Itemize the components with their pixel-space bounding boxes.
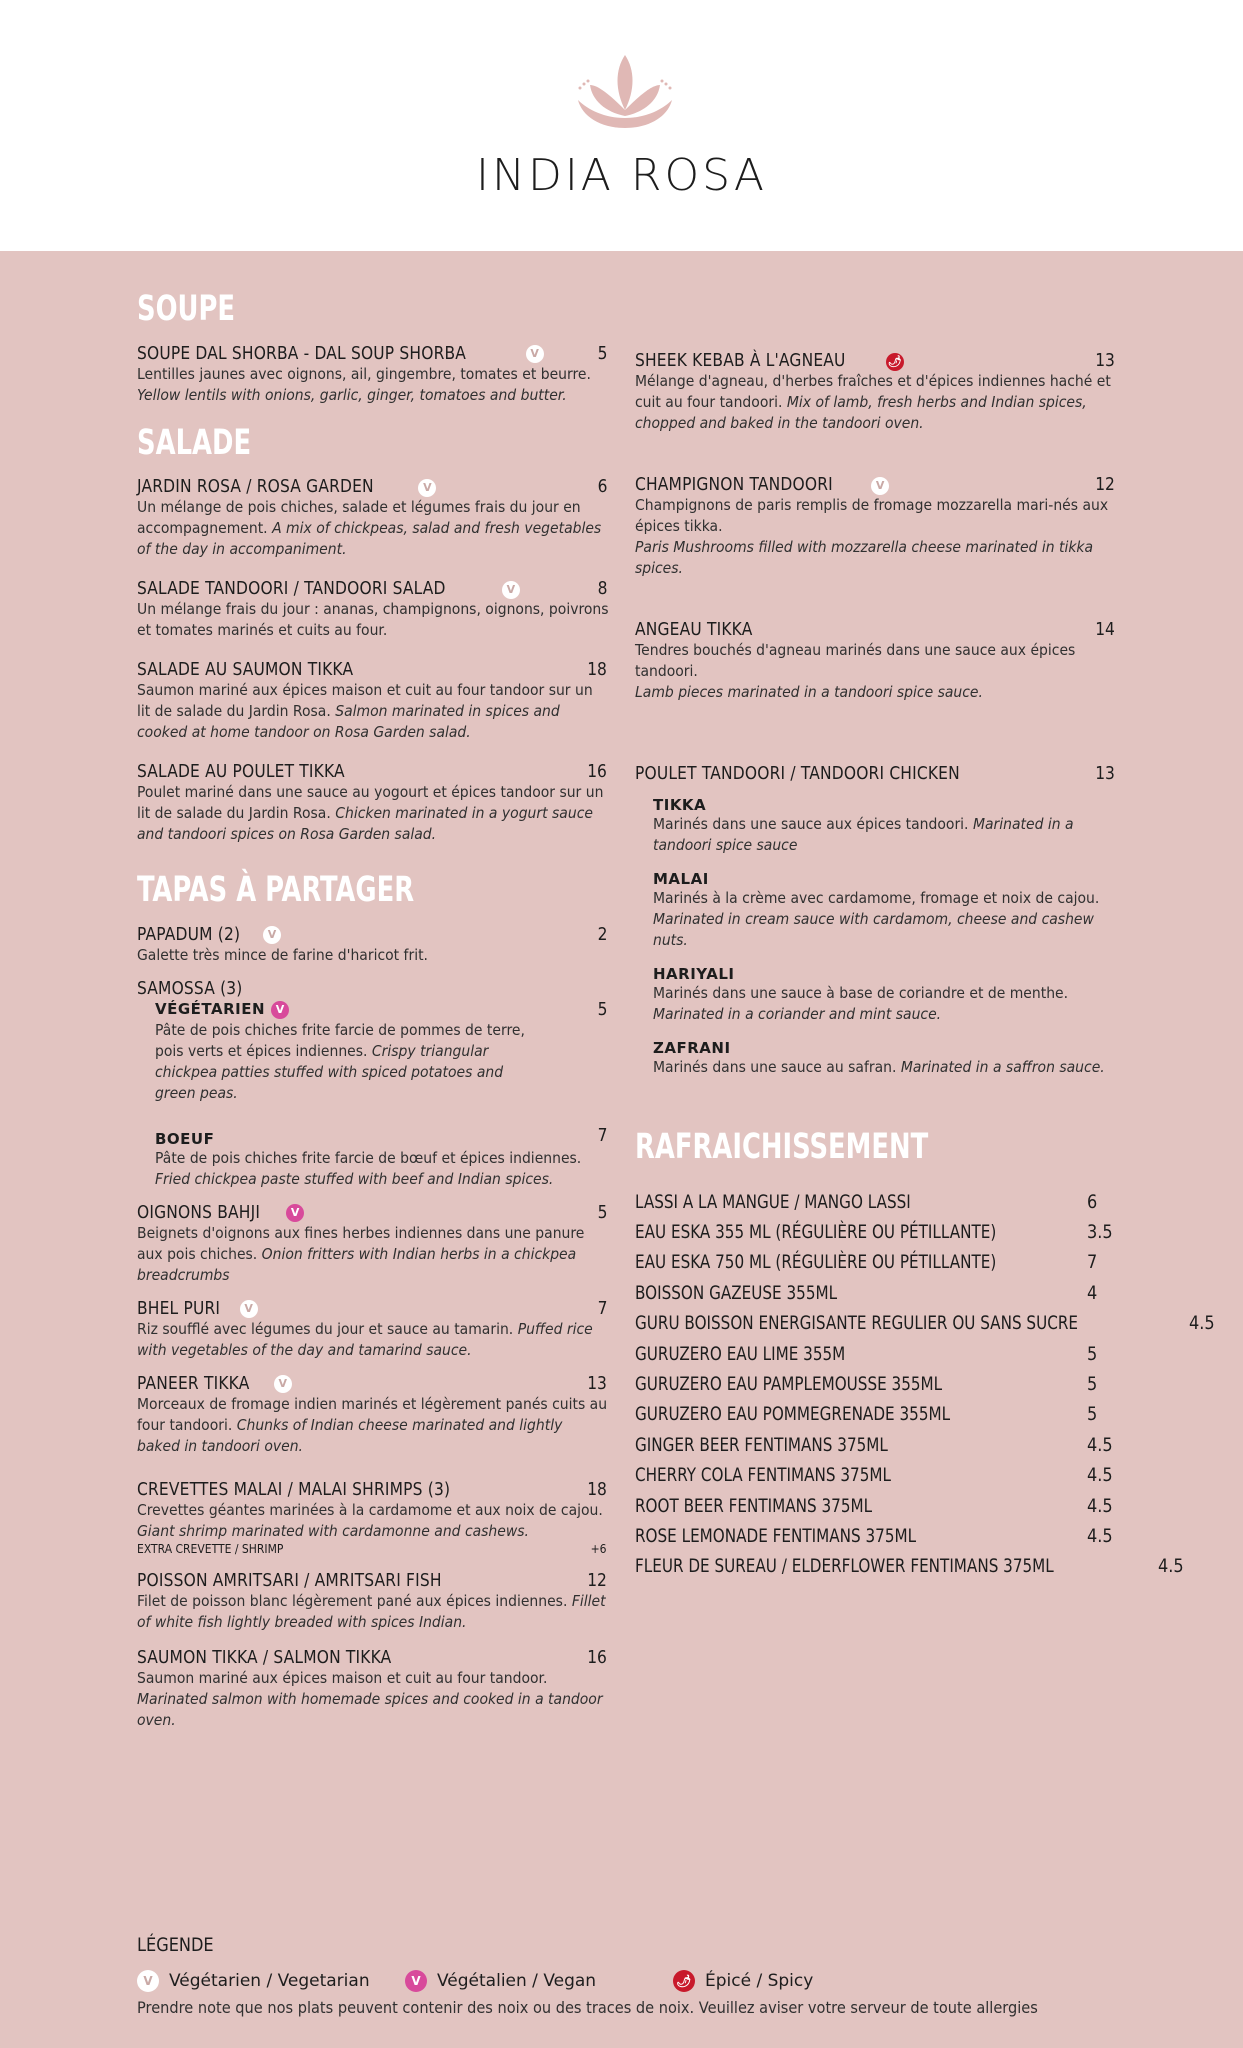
drink-price: 7	[1087, 1251, 1098, 1274]
drink-price: 4.5	[1087, 1464, 1113, 1487]
vegetarian-icon: V	[502, 581, 520, 599]
drink-name: ROOT BEER FENTIMANS 375ML	[635, 1494, 873, 1517]
item-description: Crevettes géantes marinées à la cardamome et aux noix de cajou. Giant shrimp marinated with cardamonne and cashews.	[137, 1500, 603, 1540]
item-name: BHEL PURI	[137, 1297, 221, 1319]
item-price: 18	[587, 1478, 607, 1500]
vegan-icon: V	[271, 1001, 289, 1019]
samossa-beef	[155, 1124, 607, 1190]
drink-name: GURUZERO EAU PAMPLEMOUSSE 355ML	[635, 1372, 943, 1395]
drink-price: 4.5	[1087, 1494, 1113, 1517]
poulet-malai	[653, 870, 1115, 951]
vegetarian-icon: V	[526, 345, 544, 363]
drink-row	[635, 1430, 1115, 1460]
section-title-soupe: SOUPE	[137, 289, 236, 329]
item-name: JARDIN ROSA / ROSA GARDEN	[137, 476, 374, 497]
drink-price: 4.5	[1087, 1524, 1113, 1547]
item-name: SAUMON TIKKA / SALMON TIKKA	[137, 1646, 392, 1668]
item-description: Saumon mariné aux épices maison et cuit au four tandoor. Marinated salmon with homemade spices and cooked in a tandoor oven.	[137, 1668, 603, 1729]
item-description: Tendres bouchés d'agneau marinés dans une sauce aux épices tandoori. Lamb pieces marinated in a tandoori spice sauce.	[635, 641, 1076, 701]
brand-name: INDIA ROSA	[476, 150, 767, 201]
item-price: 12	[587, 1569, 607, 1591]
vegan-icon: V	[286, 1204, 304, 1222]
item-description: Beignets d'oignons aux fines herbes indiennes dans une panure aux pois chiches. Onion fritters with Indian herbs in a chickpea breadcrumbs	[137, 1223, 585, 1284]
item-name: POULET TANDOORI / TANDOORI CHICKEN	[635, 763, 960, 784]
menu-item-crevettes	[137, 1479, 607, 1556]
poulet-tikka	[653, 796, 1115, 856]
legend-vegetarian	[137, 1970, 405, 1992]
chili-pepper-icon: 🌶	[673, 1970, 695, 1992]
item-price: 13	[1095, 763, 1115, 784]
menu-item-salade-tandoori	[137, 578, 607, 641]
item-name: SAMOSSA (3)	[137, 977, 243, 999]
menu-item-saumon-tikka	[137, 1647, 607, 1731]
item-name: CHAMPIGNON TANDOORI	[635, 474, 833, 495]
menu-item-bahji	[137, 1202, 607, 1286]
item-price: 14	[1095, 619, 1115, 640]
left-column	[137, 290, 607, 1749]
menu-item-bhel-puri	[137, 1298, 607, 1361]
drink-name: GURU BOISSON ENERGISANTE REGULIER OU SANS SUCRE	[635, 1312, 1078, 1335]
poulet-hariyali	[653, 965, 1115, 1025]
vegetarian-icon: V	[418, 479, 436, 497]
menu-item-champignon	[635, 474, 1115, 579]
legend-title: LÉGENDE	[137, 1934, 214, 1956]
item-price: 16	[587, 1646, 607, 1668]
drink-row	[635, 1491, 1115, 1521]
drink-name: GURUZERO EAU LIME 355M	[635, 1342, 846, 1365]
drink-name: GINGER BEER FENTIMANS 375ML	[635, 1433, 888, 1456]
item-price: 8	[597, 578, 607, 599]
item-price: 5	[597, 342, 607, 364]
menu-item-poulet-tandoori	[635, 763, 1115, 1078]
item-description: Un mélange de pois chiches, salade et légumes frais du jour en accompagnement. A mix of chickpeas, salad and fresh vegetables of the day in accompaniment.	[137, 498, 602, 558]
drink-price: 4	[1087, 1281, 1098, 1304]
item-description: Saumon mariné aux épices maison et cuit au four tandoor sur un lit de salade du Jardin Rosa. Salmon marinated in spices and cooked at home tandoor on Rosa Garden salad.	[137, 681, 593, 741]
sub-label: MALAI	[653, 870, 709, 888]
item-description: Marinés dans une sauce aux épices tandoori. Marinated in a tandoori spice sauce	[653, 815, 1074, 854]
item-price: 5	[597, 998, 607, 1020]
item-description: Mélange d'agneau, d'herbes fraîches et d'épices indiennes haché et cuit au four tandoori. Mix of lamb, fresh herbs and Indian spices, chopped and baked in the tandoori oven.	[635, 372, 1111, 432]
item-description: Marinés à la crème avec cardamome, fromage et noix de cajou. Marinated in cream sauce with cardamom, cheese and cashew nuts.	[653, 889, 1100, 949]
item-price: 7	[597, 1125, 607, 1146]
drink-row	[635, 1369, 1115, 1399]
vegetarian-icon: V	[274, 1375, 292, 1393]
item-description: Filet de poisson blanc légèrement pané aux épices indiennes. Fillet of white fish lightly breaded with spices Indian.	[137, 1591, 606, 1631]
drink-row	[635, 1521, 1115, 1551]
menu-item-sheek-kebab	[635, 350, 1115, 434]
item-name: SALADE AU SAUMON TIKKA	[137, 659, 354, 680]
menu-item-salade-saumon	[137, 659, 607, 743]
drink-row	[635, 1339, 1115, 1369]
drink-row	[635, 1399, 1115, 1429]
drink-row	[635, 1217, 1115, 1247]
item-description: Morceaux de fromage indien marinés et légèrement panés cuits au four tandoori. Chunks of Indian cheese marinated and lightly baked in tandoori oven.	[137, 1394, 608, 1455]
drink-row	[635, 1551, 1185, 1581]
item-price: 16	[587, 761, 607, 782]
drink-row	[635, 1187, 1115, 1217]
menu-item-paneer	[137, 1373, 607, 1457]
item-price: 7	[597, 1297, 607, 1319]
legend-spicy	[673, 1970, 813, 1992]
item-description: Poulet mariné dans une sauce au yogourt et épices tandoor sur un lit de salade du Jardin Rosa. Chicken marinated in a yogurt sauce and tandoori spices on Rosa Garden salad.	[137, 783, 604, 843]
drink-name: ROSE LEMONADE FENTIMANS 375ML	[635, 1524, 917, 1547]
menu-item-jardin-rosa	[137, 476, 607, 560]
drink-price: 5	[1087, 1372, 1098, 1395]
item-name: SALADE TANDOORI / TANDOORI SALAD	[137, 578, 446, 599]
item-price: 2	[597, 923, 607, 945]
section-title-rafraichissement: RAFRAICHISSEMENT	[635, 1127, 929, 1167]
item-description: Pâte de pois chiches frite farcie de pommes de terre, pois verts et épices indiennes. Crispy triangular chickpea patties stuffed with spiced potatoes and green peas.	[155, 1020, 525, 1102]
vegan-icon: V	[405, 1970, 427, 1992]
legend-label: Épicé / Spicy	[705, 1971, 814, 1991]
menu-item-papadum	[137, 924, 607, 966]
item-description: Lentilles jaunes avec oignons, ail, gingembre, tomates et beurre. Yellow lentils with onions, garlic, ginger, tomatoes and butter.	[137, 364, 591, 404]
samossa-vegetarian	[155, 999, 607, 1104]
item-description: Galette très mince de farine d'haricot frit.	[137, 945, 428, 964]
item-price: 5	[597, 1201, 607, 1223]
menu-item-angeau-tikka	[635, 619, 1115, 703]
drink-name: BOISSON GAZEUSE 355ML	[635, 1281, 838, 1304]
vegetarian-icon: V	[871, 477, 889, 495]
right-column	[635, 350, 1215, 1582]
drink-name: EAU ESKA 355 ML (RÉGULIÈRE OU PÉTILLANTE)	[635, 1220, 997, 1243]
drink-price: 3.5	[1087, 1220, 1113, 1243]
item-name: ANGEAU TIKKA	[635, 619, 753, 640]
item-price: 13	[1095, 350, 1115, 371]
extra-line: EXTRA CREVETTE / SHRIMP +6	[137, 1541, 607, 1556]
drink-name: GURUZERO EAU POMMEGRENADE 355ML	[635, 1403, 951, 1426]
item-description: Un mélange frais du jour : ananas, champignons, oignons, poivrons et tomates marinés et cuits au four.	[137, 600, 609, 639]
drink-row	[635, 1278, 1115, 1308]
item-description: Pâte de pois chiches frite farcie de bœuf et épices indiennes. Fried chickpea paste stuffed with beef and Indian spices.	[155, 1148, 582, 1188]
item-name: PAPADUM (2)	[137, 923, 241, 945]
sub-label: ZAFRANI	[653, 1039, 731, 1057]
sub-label: HARIYALI	[653, 965, 735, 983]
drink-row	[635, 1308, 1215, 1338]
item-name: PANEER TIKKA	[137, 1372, 250, 1394]
menu-item-samossa	[137, 978, 607, 1190]
section-title-tapas: TAPAS À PARTAGER	[137, 870, 415, 910]
section-title-salade: SALADE	[137, 422, 252, 463]
drink-price: 5	[1087, 1342, 1098, 1365]
menu-item-salade-poulet	[137, 761, 607, 845]
item-name: OIGNONS BAHJI	[137, 1201, 261, 1223]
poulet-zafrani	[653, 1039, 1115, 1078]
menu-item-dal-shorba	[137, 343, 607, 406]
drinks-list	[635, 1187, 1215, 1582]
legend-label: Végétarien / Vegetarian	[169, 1971, 370, 1991]
item-price: 6	[597, 476, 607, 497]
item-name: SOUPE DAL SHORBA - DAL SOUP SHORBA	[137, 342, 467, 364]
item-name: POISSON AMRITSARI / AMRITSARI FISH	[137, 1569, 442, 1591]
item-description: Champignons de paris remplis de fromage mozzarella mari-nés aux épices tikka. Paris Mushrooms filled with mozzarella cheese marinated in tikka spices.	[635, 496, 1109, 577]
lotus-logo-icon	[570, 50, 680, 140]
drink-price: 5	[1087, 1403, 1098, 1426]
header	[0, 0, 1243, 251]
item-name: CREVETTES MALAI / MALAI SHRIMPS (3)	[137, 1478, 451, 1500]
drink-price: 6	[1087, 1190, 1098, 1213]
item-description: Riz soufflé avec légumes du jour et sauce au tamarin. Puffed rice with vegetables of the day and tamarind sauce.	[137, 1319, 593, 1359]
vegetarian-icon: V	[240, 1300, 258, 1318]
item-price: 12	[1095, 474, 1115, 495]
legend-label: Végétalien / Vegan	[437, 1971, 597, 1991]
chili-pepper-icon: 🌶	[886, 353, 904, 371]
item-price: 13	[587, 1372, 607, 1394]
drink-price: 4.5	[1158, 1555, 1185, 1578]
sub-label: VÉGÉTARIEN	[155, 1000, 266, 1019]
drink-name: EAU ESKA 750 ML (RÉGULIÈRE OU PÉTILLANTE)	[635, 1251, 997, 1274]
item-description: Marinés dans une sauce au safran. Marinated in a saffron sauce.	[653, 1058, 1105, 1076]
drink-price: 4.5	[1188, 1312, 1215, 1335]
allergy-note: Prendre note que nos plats peuvent contenir des noix ou des traces de noix. Veuillez aviser votre serveur de toute allergies	[137, 1998, 1038, 2017]
item-price: 18	[587, 659, 607, 680]
vegetarian-icon: V	[263, 926, 281, 944]
drink-row	[635, 1460, 1115, 1490]
sub-label: TIKKA	[653, 796, 707, 814]
drink-price: 4.5	[1087, 1433, 1113, 1456]
drink-row	[635, 1247, 1115, 1277]
legend-vegan	[405, 1970, 673, 1992]
item-name: SHEEK KEBAB À L'AGNEAU	[635, 350, 846, 371]
drink-name: CHERRY COLA FENTIMANS 375ML	[635, 1464, 891, 1487]
sub-label: BOEUF	[155, 1129, 215, 1148]
legend	[137, 1934, 1137, 2017]
drink-name: LASSI A LA MANGUE / MANGO LASSI	[635, 1190, 911, 1213]
item-description: Marinés dans une sauce à base de coriandre et de menthe. Marinated in a coriander and mint sauce.	[653, 984, 1069, 1023]
drink-name: FLEUR DE SUREAU / ELDERFLOWER FENTIMANS 375ML	[635, 1555, 1054, 1578]
menu-item-poisson	[137, 1570, 607, 1633]
vegetarian-icon: V	[137, 1970, 159, 1992]
legend-row	[137, 1970, 1137, 1992]
item-name: SALADE AU POULET TIKKA	[137, 761, 345, 782]
